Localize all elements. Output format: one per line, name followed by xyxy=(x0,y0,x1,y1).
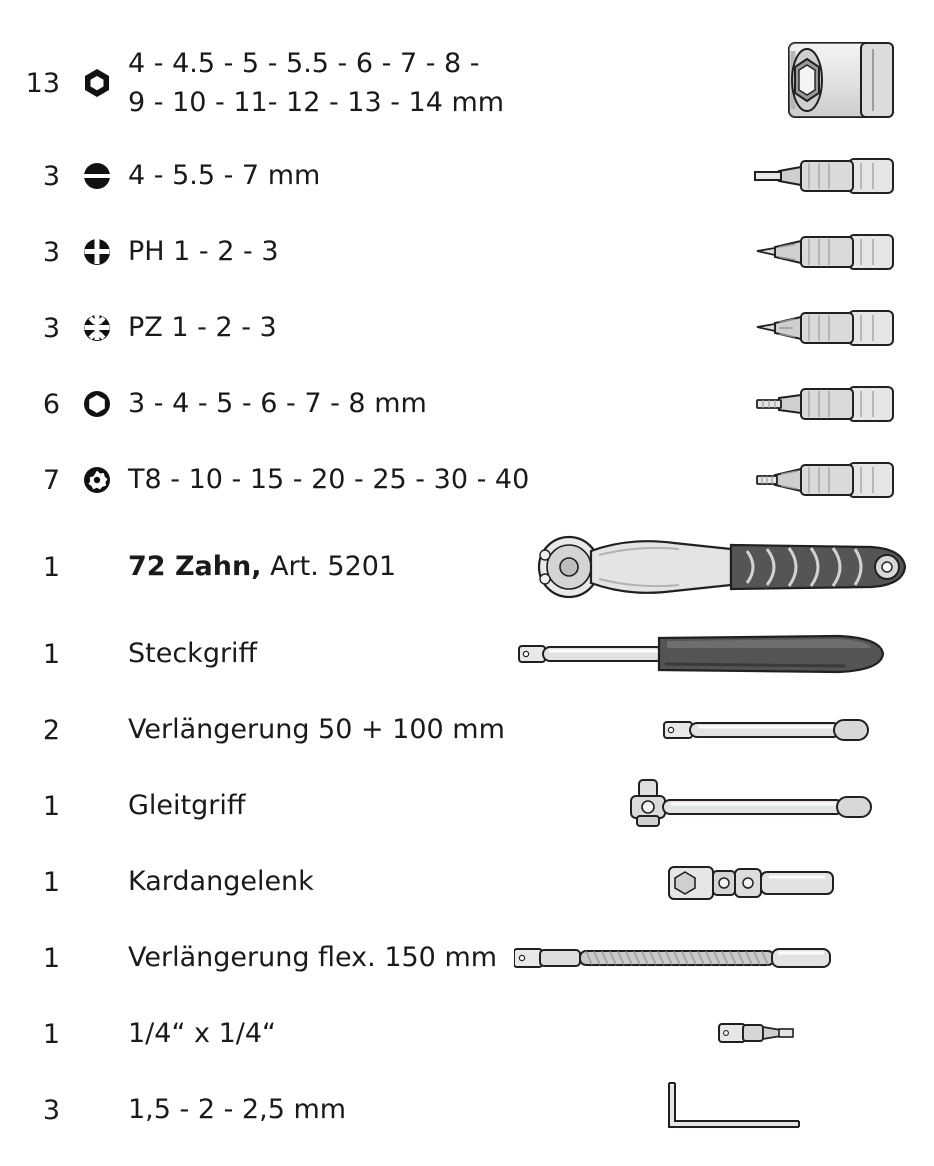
row-quantity: 1 xyxy=(42,1018,60,1050)
row-description-line1: 3 - 4 - 5 - 6 - 7 - 8 mm xyxy=(128,388,427,420)
phillips-bit-icon xyxy=(70,235,124,269)
row-description-line1: Kardangelenk xyxy=(128,866,314,898)
row-quantity: 2 xyxy=(42,714,60,746)
row-description xyxy=(124,156,604,195)
table-row xyxy=(0,138,934,214)
top-spacer xyxy=(0,0,934,28)
row-quantity: 1 xyxy=(42,790,60,822)
row-description-line1: 4 - 4.5 - 5 - 5.5 - 6 - 7 - 8 - xyxy=(128,47,480,79)
row-quantity: 13 xyxy=(25,67,60,99)
row-description-line1: 4 - 5.5 - 7 mm xyxy=(128,160,321,192)
row-quantity: 3 xyxy=(42,160,60,192)
row-quantity: 1 xyxy=(42,638,60,670)
slotted-bit-art xyxy=(604,138,934,214)
row-quantity: 3 xyxy=(42,236,60,268)
pozidriv-bit-art xyxy=(604,290,934,366)
table-row xyxy=(0,290,934,366)
row-description xyxy=(124,710,604,749)
row-description-line1: 1,5 - 2 - 2,5 mm xyxy=(128,1094,347,1126)
row-quantity: 3 xyxy=(42,1094,60,1126)
hex-socket-icon xyxy=(70,66,124,100)
row-quantity: 1 xyxy=(42,551,60,583)
row-description xyxy=(124,308,604,347)
row-description-line1: Verlängerung flex. 150 mm xyxy=(128,942,498,974)
table-row xyxy=(0,442,934,518)
table-row xyxy=(0,996,934,1072)
phillips-bit-art xyxy=(604,214,934,290)
table-row xyxy=(0,692,934,768)
table-row xyxy=(0,1072,934,1148)
table-row xyxy=(0,616,934,692)
table-row xyxy=(0,768,934,844)
row-quantity: 3 xyxy=(42,312,60,344)
ratchet-art xyxy=(604,518,934,616)
row-description-line1: Steckgriff xyxy=(128,638,258,670)
screwdriver-handle-art xyxy=(604,616,934,692)
row-description-line1: T8 - 10 - 15 - 20 - 25 - 30 - 40 xyxy=(128,464,530,496)
row-description-line2: 9 - 10 - 11- 12 - 13 - 14 mm xyxy=(128,87,505,118)
table-row xyxy=(0,366,934,442)
row-description xyxy=(124,862,604,901)
row-description xyxy=(124,1014,604,1053)
row-quantity: 1 xyxy=(42,942,60,974)
table-row xyxy=(0,214,934,290)
row-description xyxy=(124,44,604,122)
row-description xyxy=(124,232,604,271)
sliding-t-handle-art xyxy=(604,768,934,844)
row-description-line1: Verlängerung 50 + 100 mm xyxy=(128,714,505,746)
universal-joint-art xyxy=(604,844,934,920)
hex-key-art xyxy=(604,1072,934,1148)
table-row xyxy=(0,844,934,920)
row-description-line1: PH 1 - 2 - 3 xyxy=(128,236,279,268)
row-quantity: 7 xyxy=(42,464,60,496)
pozidriv-bit-icon xyxy=(70,311,124,345)
row-quantity: 6 xyxy=(42,388,60,420)
row-description-line1: Gleitgriff xyxy=(128,790,246,822)
row-description xyxy=(124,384,604,423)
torx-bit-icon xyxy=(70,463,124,497)
slotted-bit-icon xyxy=(70,159,124,193)
hex-socket-art xyxy=(604,28,934,138)
extension-bar-art xyxy=(604,692,934,768)
hex-bit-icon xyxy=(70,387,124,421)
row-description-line1: 1/4“ x 1/4“ xyxy=(128,1018,277,1050)
row-description-line1: Art. 5201 xyxy=(261,551,397,583)
row-description-line1: PZ 1 - 2 - 3 xyxy=(128,312,277,344)
row-description xyxy=(124,786,604,825)
flexible-extension-art xyxy=(604,920,934,996)
bit-adapter-art xyxy=(604,996,934,1072)
hex-bit-art xyxy=(604,366,934,442)
row-description-bold: 72 Zahn, xyxy=(128,551,262,583)
row-description xyxy=(124,1090,604,1129)
row-description xyxy=(124,460,604,499)
table-row xyxy=(0,920,934,996)
table-row xyxy=(0,518,934,616)
torx-bit-art xyxy=(604,442,934,518)
row-quantity: 1 xyxy=(42,866,60,898)
table-row xyxy=(0,28,934,138)
